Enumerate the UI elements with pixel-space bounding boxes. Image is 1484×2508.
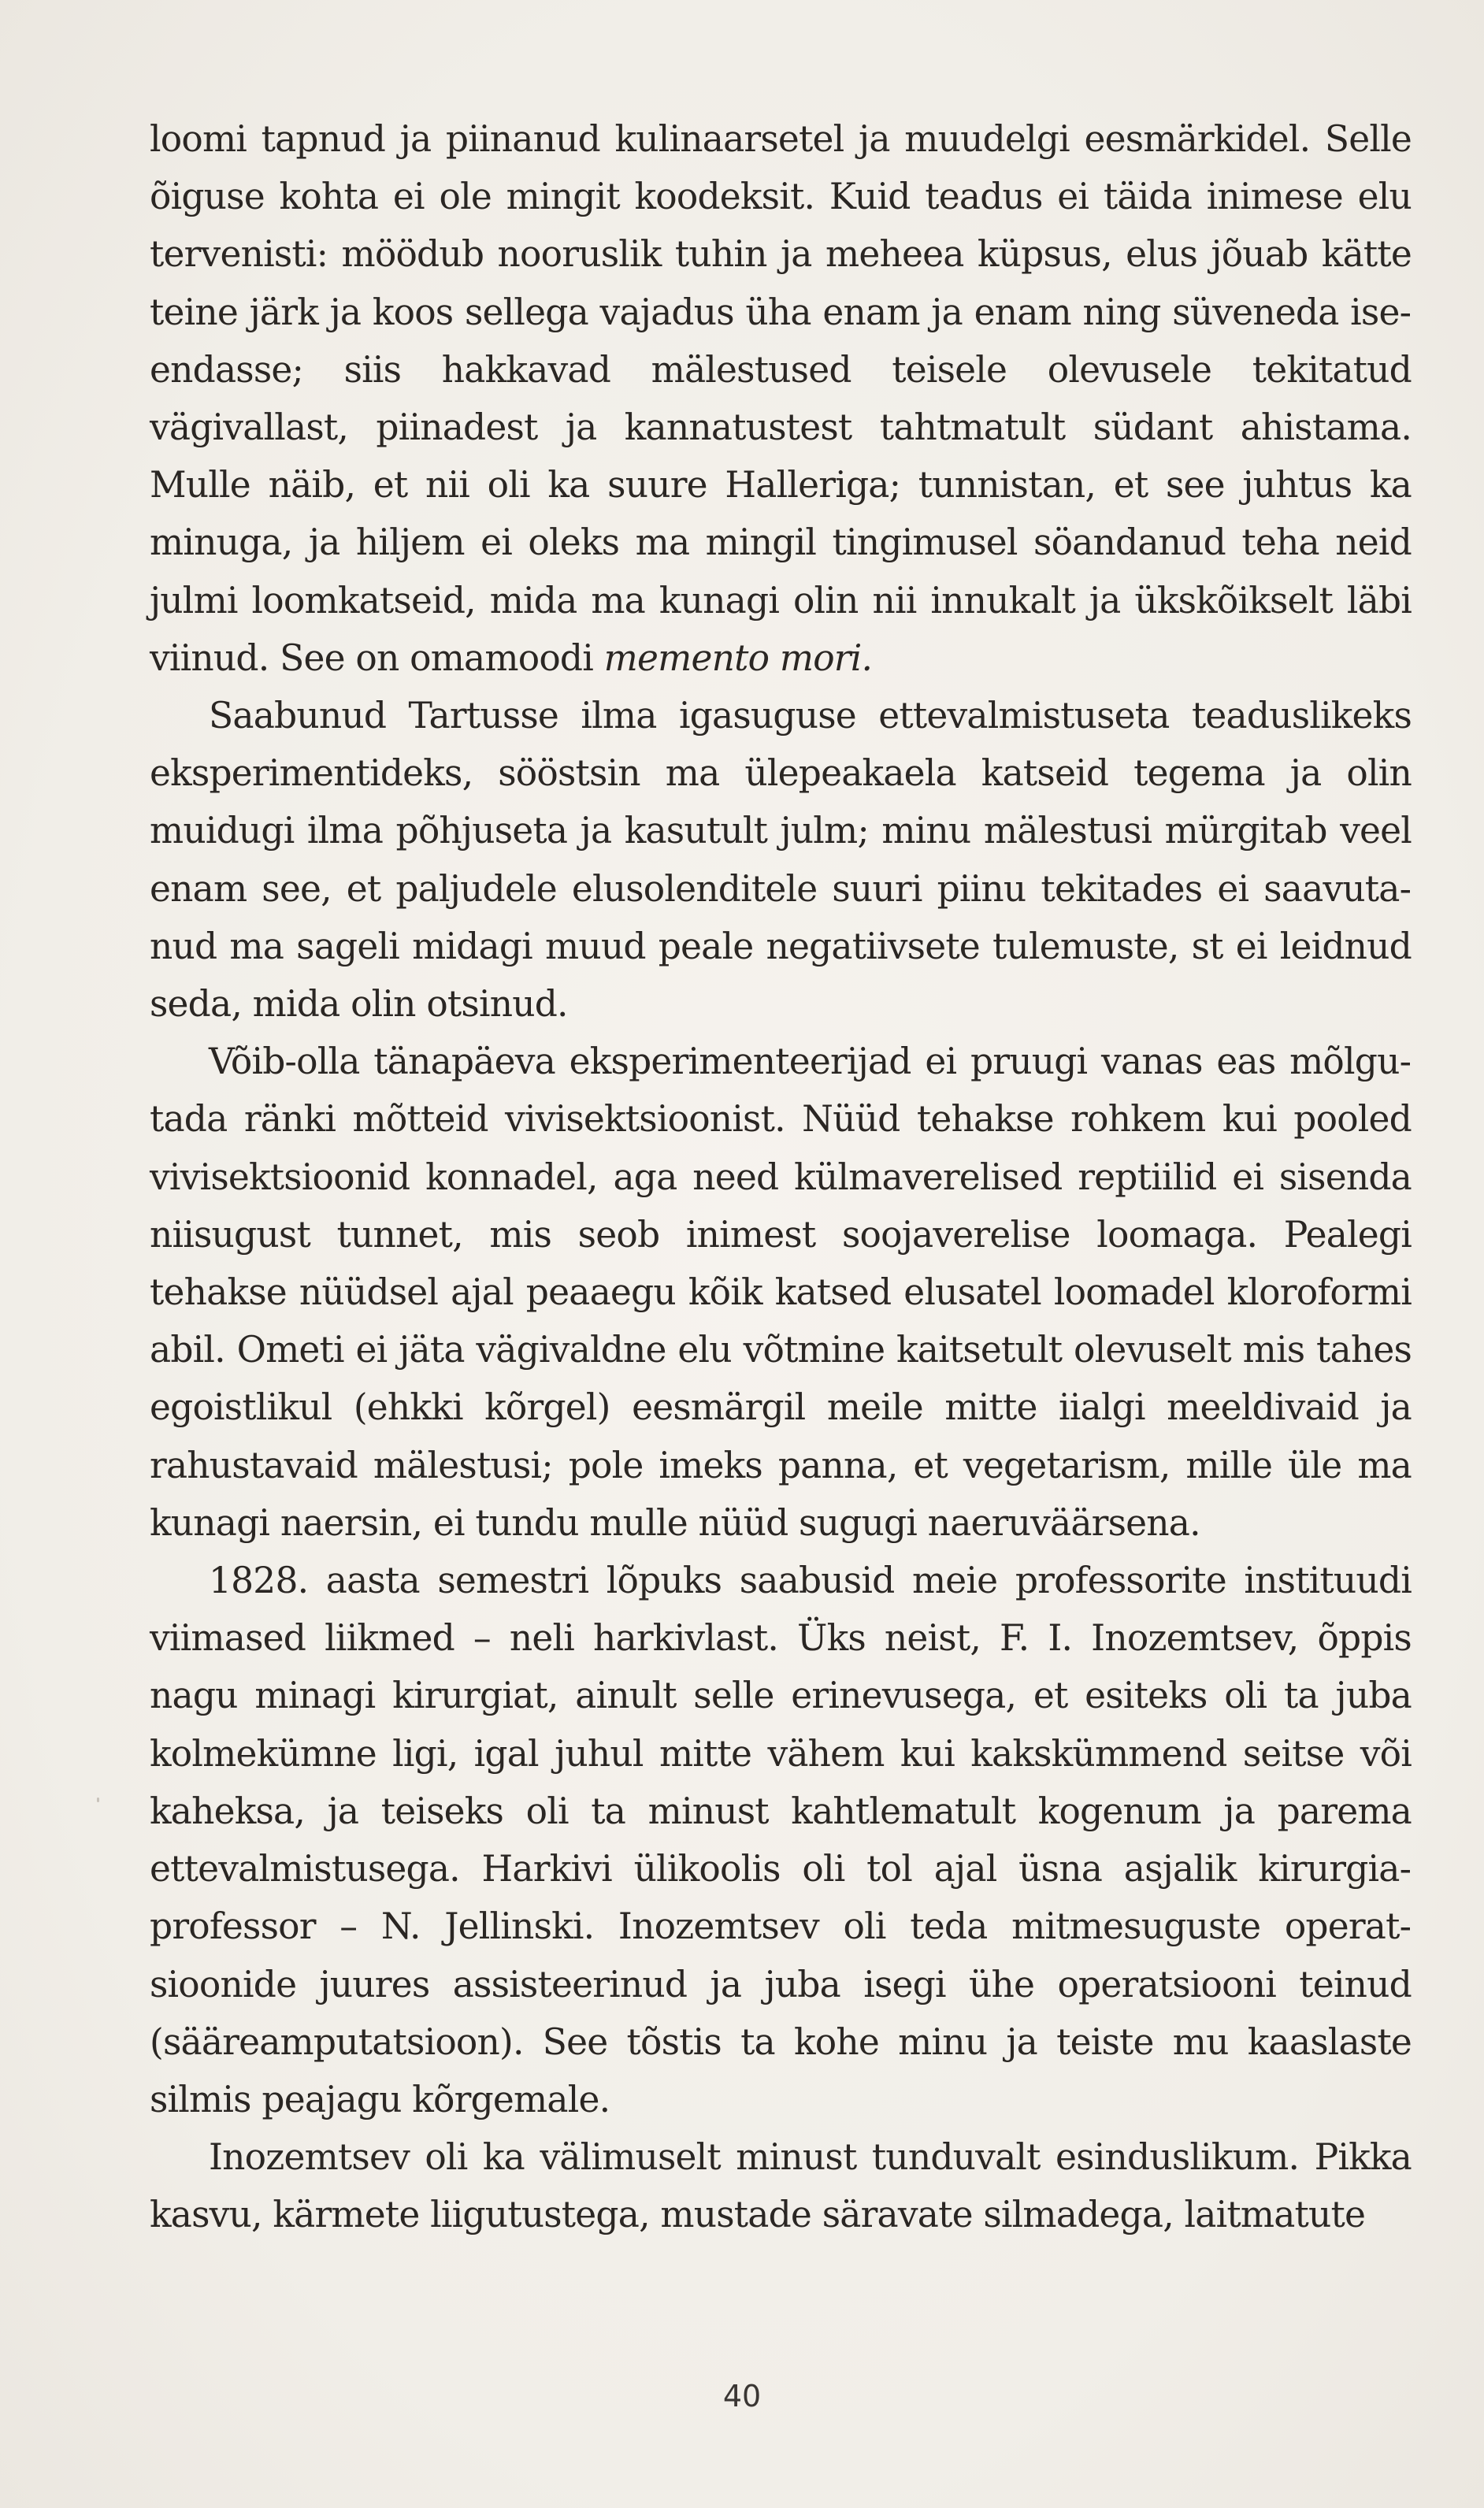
paragraph bbox=[150, 2128, 1412, 2243]
paragraph-text: Saabunud Tartusse ilma igasuguse ettevalmistuseta teaduslikeks eksperimentideks, sööstsin ma ülepeakaela katseid tegema ja olin muidugi ilma põhjuseta ja kasutult julm; minu mälestusi mürgitab veel enam see, et paljudele elusolenditele suuri piinu tekitades ei saavutanud ma sageli midagi muud peale negatiivsete tulemuste, st ei leidnud seda, mida olin otsinud. bbox=[150, 695, 1412, 1026]
paragraph-text: Inozemtsev oli ka välimuselt minust tunduvalt esinduslikum. Pikka kasvu, kärmete liigutustega, mustade säravate silmadega, laitmatute bbox=[150, 2136, 1412, 2236]
page-number: 40 bbox=[722, 2379, 762, 2413]
paragraph bbox=[150, 110, 1412, 687]
italic-phrase: memento mori. bbox=[603, 636, 873, 679]
paragraph bbox=[150, 1552, 1412, 2128]
paragraph bbox=[150, 687, 1412, 1033]
paragraph bbox=[150, 1033, 1412, 1552]
paragraph-text: 1828. aasta semestri lõpuks saabusid meie professorite instituudi viimased liikmed – neli harkivlast. Üks neist, F. I. Inozemtsev, õppis nagu minagi kirurgiat, ainult selle erinevusega, et esiteks oli ta juba kolmekümne ligi, igal juhul mitte vähem kui kakskümmend seitse või kaheksa, ja teiseks oli ta minust kahtlematult kogenum ja parema ettevalmistusega. Harkivi ülikoolis oli tol ajal üsna asjalik kirurgiaprofessor – N. Jellinski. Inozemtsev oli teda mitmesuguste operatsioonide juures assisteerinud ja juba isegi ühe operatsiooni teinud (sääreamputatsioon). See tõstis ta kohe minu ja teiste mu kaaslaste silmis peajagu kõrgemale. bbox=[150, 1560, 1412, 2120]
body-text bbox=[150, 110, 1412, 2244]
paragraph-text: Võib-olla tänapäeva eksperimenteerijad ei pruugi vanas eas mõlgutada ränki mõtteid vivisektsioonist. Nüüd tehakse rohkem kui pooled vivisektsioonid konnadel, aga need külmaverelised reptiilid ei sisenda niisugust tunnet, mis seob inimest soojaverelise loomaga. Pealegi tehakse nüüdsel ajal peaaegu kõik katsed elusatel loomadel kloroformi abil. Ometi ei jäta vägivaldne elu võtmine kaitsetult olevuselt mis tahes egoistlikul (ehkki kõrgel) eesmärgil meile mitte iialgi meeldivaid ja rahustavaid mälestusi; pole imeks panna, et vegetarism, mille üle ma kunagi naersin, ei tundu mulle nüüd sugugi naeruväärsena. bbox=[150, 1041, 1412, 1544]
paragraph-text: loomi tapnud ja piinanud kulinaarsetel ja muudelgi eesmärkidel. Selle õiguse kohta ei ole mingit koodeksit. Kuid teadus ei täida inimese elu tervenisti: möödub nooruslik tuhin ja meheea küpsus, elus jõuab kätte teine järk ja koos sellega vajadus üha enam ja enam ning süveneda iseendasse; siis hakkavad mälestused teisele olevusele tekitatud vägivallast, piinadest ja kannatustest tahtmatult südant ahistama. Mulle näib, et nii oli ka suure Halleriga; tunnistan, et see juhtus ka minuga, ja hiljem ei oleks ma mingil tingimusel söandanud teha neid julmi loomkatseid, mida ma kunagi olin nii innukalt ja ükskõikselt läbi viinud. See on omamoodi bbox=[150, 118, 1412, 679]
paper-speck bbox=[97, 1798, 99, 1802]
